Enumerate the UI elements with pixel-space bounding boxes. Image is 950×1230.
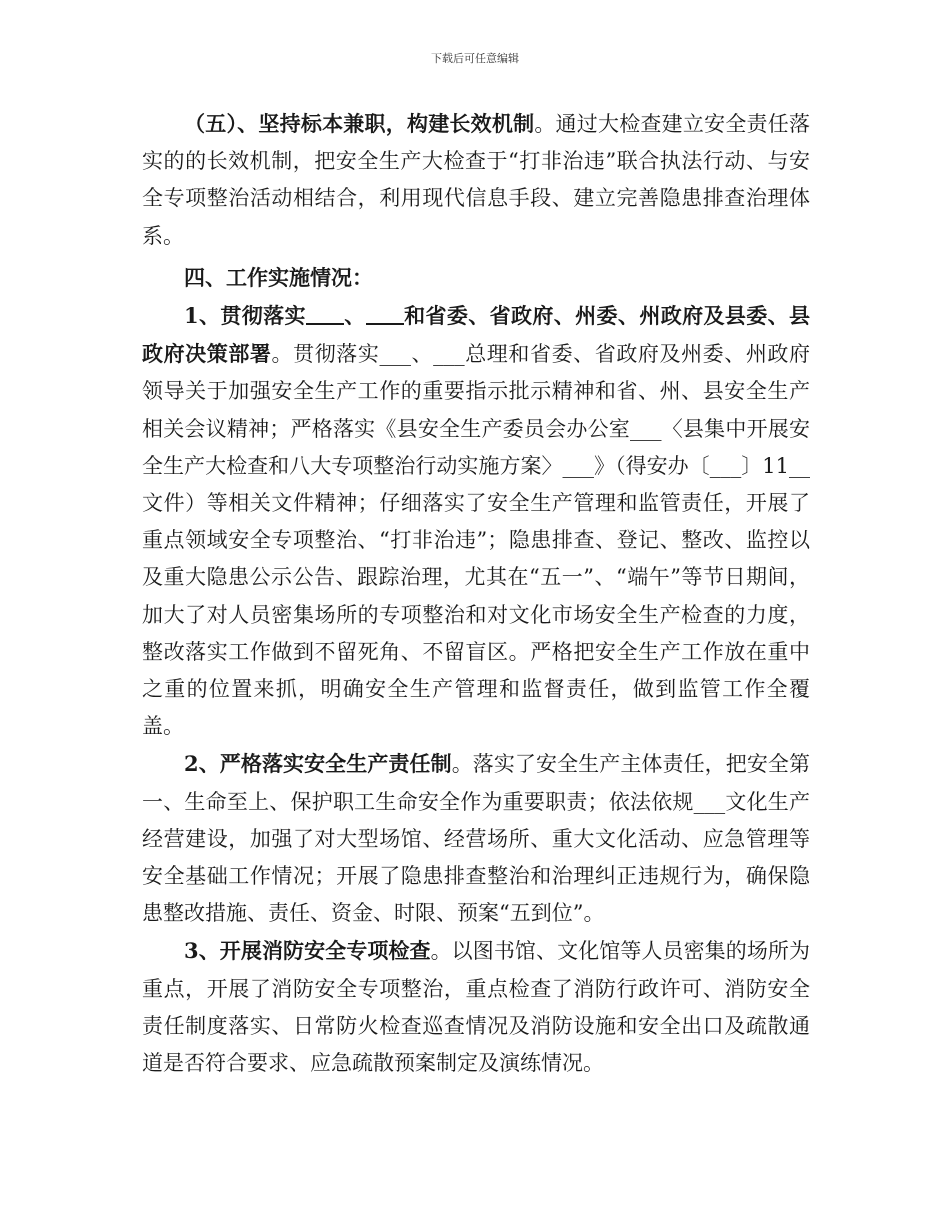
blank-underline bbox=[366, 301, 404, 325]
paragraph bbox=[142, 745, 810, 932]
paragraph bbox=[142, 105, 810, 255]
item-heading: 3、开展消防安全专项检查 bbox=[184, 938, 431, 964]
paragraph-text: 。落实了安全生产主体责任，把安全第一、生命至上、保护职工生命安全作为重要职责；依法依规___文化生产经营建设，加强了对大型场馆、经营场所、重大文化活动、应急管理等安全基础工作情况；开展了隐患排查整治和治理纠正违规行为，确保隐患整改措施、责任、资金、时限、预案“五到位”。 bbox=[142, 752, 810, 926]
paragraph-text: 。以图书馆、文化馆等人员密集的场所为重点，开展了消防安全专项整治，重点检查了消防行政许可、消防安全责任制度落实、日常防火检查巡查情况及消防设施和安全出口及疏散通道是否符合要求、应急疏散预案制定及演练情况。 bbox=[142, 939, 810, 1076]
paragraph-text: 。贯彻落实___、___总理和省委、省政府及州委、州政府领导关于加强安全生产工作的重要指示批示精神和省、州、县安全生产相关会议精神；严格落实《县安全生产委员会办公室___〈县集中开展安全生产大检查和八大专项整治行动实施方案〉___》（得安办〔___〕11__文件）等相关文件精神；仔细落实了安全生产管理和监管责任，开展了重点领域安全专项整治、“打非治违”；隐患排查、登记、整改、监控以及重大隐患公示公告、跟踪治理，尤其在“五一”、“端午”等节日期间，加大了对人员密集场所的专项整治和对文化市场安全生产检查的力度，整改落实工作做到不留死角、不留盲区。严格把安全生产工作放在重中之重的位置来抓，明确安全生产管理和监督责任，做到监管工作全覆盖。 bbox=[142, 342, 811, 739]
blank-underline bbox=[306, 301, 344, 325]
section-heading: 四、工作实施情况： bbox=[184, 264, 373, 290]
paragraph bbox=[142, 259, 810, 297]
heading-part: 和省委、省政府、州委、州政府及县委、县政府决策部署 bbox=[142, 303, 811, 367]
item-heading: 2、严格落实安全生产责任制 bbox=[184, 751, 452, 777]
paragraph bbox=[142, 932, 810, 1082]
document-body bbox=[142, 105, 810, 1082]
heading-part: 、 bbox=[343, 303, 366, 329]
paragraph-text: 。通过大检查建立安全责任落实的的长效机制，把安全生产大检查于“打非治违”联合执法行动、与安全专项整治活动相结合，利用现代信息手段、建立完善隐患排查治理体系。 bbox=[142, 112, 811, 248]
section-heading: （五）、坚持标本兼职，构建长效机制 bbox=[184, 111, 535, 136]
heading-part: 1、贯彻落实 bbox=[184, 303, 306, 329]
paragraph bbox=[142, 297, 810, 745]
page-header: 下载后可任意编辑 bbox=[431, 52, 519, 65]
